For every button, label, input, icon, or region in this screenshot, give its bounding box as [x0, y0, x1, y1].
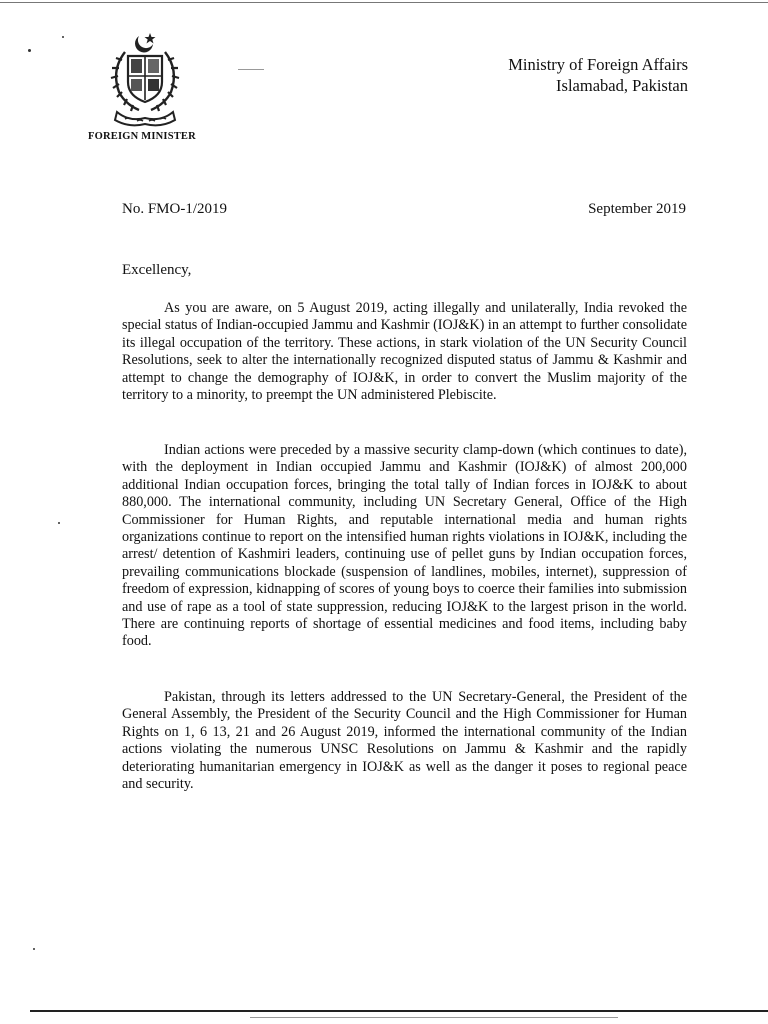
- address-line-ministry: Ministry of Foreign Affairs: [508, 55, 688, 74]
- reference-number: No. FMO-1/2019: [122, 201, 228, 217]
- bottom-edge-line: [30, 1010, 768, 1012]
- scan-speck: [62, 36, 64, 38]
- scan-speck: [28, 49, 31, 52]
- scan-speck: [33, 948, 35, 950]
- body-paragraph-2: Indian actions were preceded by a massive security clamp-down (which continues to date), with the deployment in Indian occupied Jammu and Kashmir (IOJ&K) of almost 200,000 additional Indian occupation forces, bringing the total tally of Indian forces in IOJ&K to about 880,000. The international community, including UN Secretary General, Office of the High Commissioner for Human Rights, and reputable international media and human rights organizations continue to report on the intensified human rights violations in IOJ&K, including the arrest/ detention of Kashmiri leaders, continuing use of pellet guns by Indian occupation forces, prevailing communications blockade (suspension of landlines, mobiles, internet), suppression of freedom of expression, kidnapping of scores of young boys to coerce their families into submission and use of rape as a tool of state suppression, reducing IOJ&K to the largest prison in the world. There are continuing reports of shortage of essential medicines and food items, including baby food.: [122, 442, 687, 650]
- letter-date: September 2019: [588, 201, 686, 217]
- top-edge-line: [0, 2, 768, 3]
- sender-address: [508, 54, 688, 96]
- body-paragraph-3: Pakistan, through its letters addressed to the UN Secretary-General, the President of the General Assembly, the President of the Security Council and the High Commissioner for Human Rights on 1, 6 13, 21 and 26 August 2019, informed the international community of the Indian actions violating the numerous UNSC Resolutions on Jammu & Kashmir and the rapidly deteriorating humanitarian emergency in IOJ&K as well as the danger it poses to regional peace and security.: [122, 689, 687, 793]
- salutation: Excellency,: [122, 262, 192, 278]
- scan-mark: [238, 69, 264, 70]
- state-emblem-icon: [95, 30, 195, 130]
- body-paragraph-1: As you are aware, on 5 August 2019, acting illegally and unilaterally, India revoked the special status of Indian-occupied Jammu and Kashmir (IOJ&K) in an attempt to further consolidate its illegal occupation of the territory. These actions, in stark violation of the UN Security Council Resolutions, seek to alter the internationally recognized disputed status of Jammu & Kashmir and attempt to change the demography of IOJ&K, in order to convert the Muslim majority of the territory to a minority, to preempt the UN administered Plebiscite.: [122, 300, 687, 404]
- address-line-city: Islamabad, Pakistan: [556, 76, 688, 95]
- bottom-edge-line-faint: [250, 1017, 618, 1018]
- scan-speck: [58, 522, 60, 524]
- office-title: FOREIGN MINISTER: [88, 131, 196, 142]
